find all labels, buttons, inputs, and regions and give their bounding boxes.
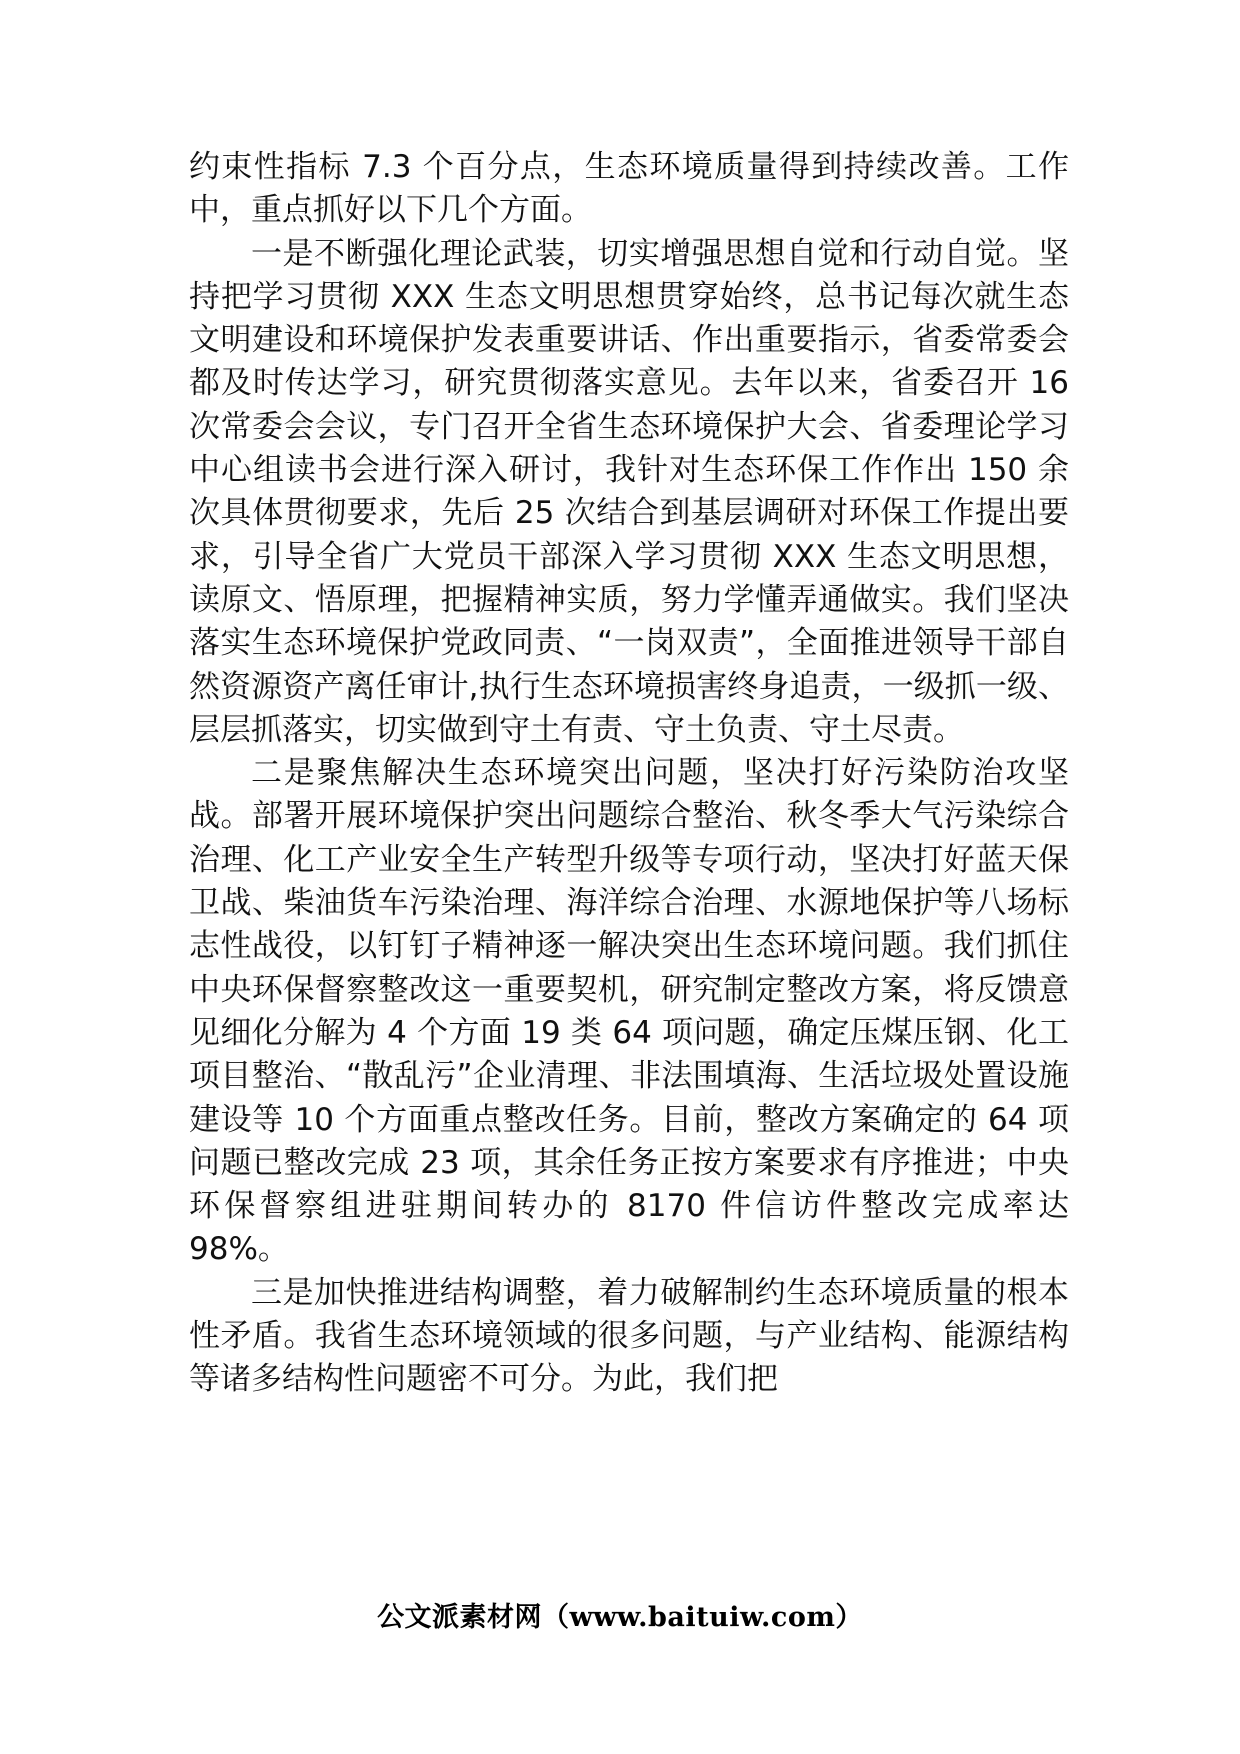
paragraph-continuation: 约束性指标 7.3 个百分点，生态环境质量得到持续改善。工作中，重点抓好以下几个方面。 (189, 149, 1069, 229)
page-footer-watermark: 公文派素材网（www.baituiw.com） (377, 1602, 863, 1633)
paragraph-point-three: 三是加快推进结构调整，着力破解制约生态环境质量的根本性矛盾。我省生态环境领域的很多问题，与产业结构、能源结构等诸多结构性问题密不可分。为此，我们把 (189, 1274, 1069, 1398)
document-body (189, 146, 1069, 1402)
paragraph-point-two: 二是聚焦解决生态环境突出问题，坚决打好污染防治攻坚战。部署开展环境保护突出问题综合整治、秋冬季大气污染综合治理、化工产业安全生产转型升级等专项行动，坚决打好蓝天保卫战、柴油货车污染治理、海洋综合治理、水源地保护等八场标志性战役，以钉钉子精神逐一解决突出生态环境问题。我们抓住中央环保督察整改这一重要契机，研究制定整改方案，将反馈意见细化分解为 4 个方面 19 类 64 项问题，确定压煤压钢、化工项目整治、“散乱污”企业清理、非法围填海、生活垃圾处置设施建设等 10 个方面重点整改任务。目前，整改方案确定的 64 项问题已整改完成 23 项，其余任务正按方案要求有序推进；中央环保督察组进驻期间转办的 8170 件信访件整改完成率达 98%。 (189, 755, 1069, 1268)
paragraph-point-one: 一是不断强化理论武装，切实增强思想自觉和行动自觉。坚持把学习贯彻 XXX 生态文明思想贯穿始终，总书记每次就生态文明建设和环境保护发表重要讲话、作出重要指示，省委常委会都及时传达学习，研究贯彻落实意见。去年以来，省委召开 16 次常委会会议，专门召开全省生态环境保护大会、省委理论学习中心组读书会进行深入研讨，我针对生态环保工作作出 150 余次具体贯彻要求，先后 25 次结合到基层调研对环保工作提出要求，引导全省广大党员干部深入学习贯彻 XXX 生态文明思想，读原文、悟原理，把握精神实质，努力学懂弄通做实。我们坚决落实生态环境保护党政同责、“一岗双责”，全面推进领导干部自然资源资产离任审计,执行生态环境损害终身追责，一级抓一级、层层抓落实，切实做到守土有责、守土负责、守土尽责。 (189, 235, 1069, 748)
